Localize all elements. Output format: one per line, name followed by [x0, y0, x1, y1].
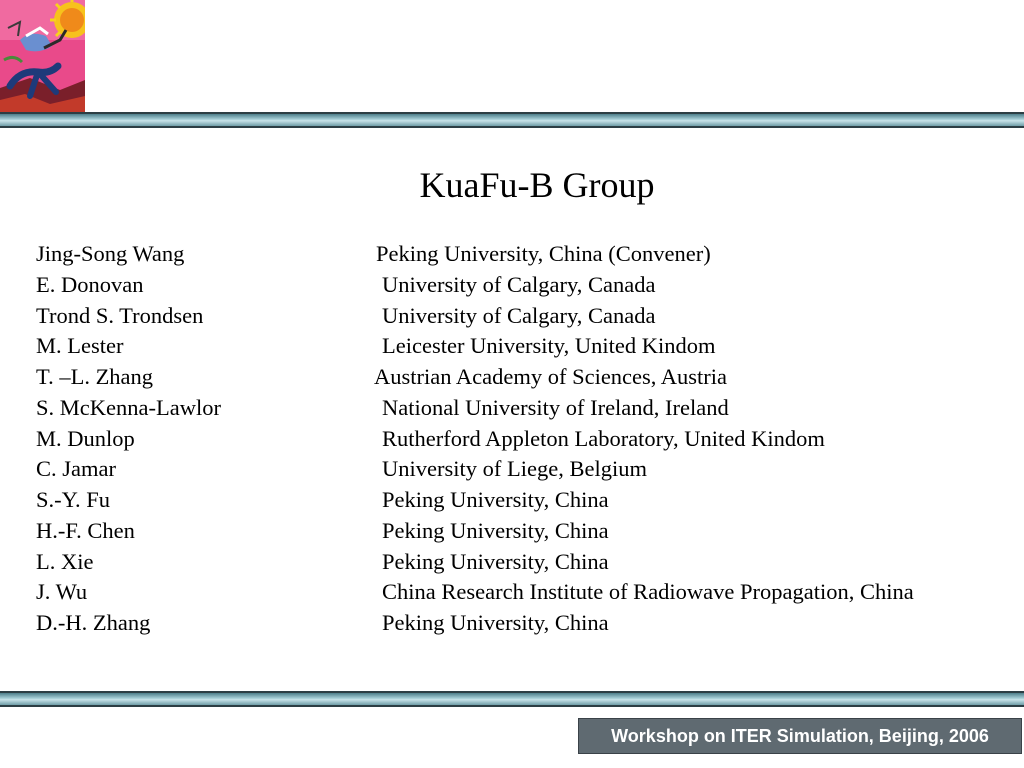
member-affiliation: Austrian Academy of Sciences, Austria [374, 364, 728, 389]
member-row [36, 424, 1006, 455]
member-row [36, 454, 1006, 485]
member-row [36, 331, 1006, 362]
member-affiliation: China Research Institute of Radiowave Propagation, China [382, 579, 914, 605]
member-name: H.-F. Chen [36, 517, 135, 543]
member-name: L. Xie [36, 548, 94, 574]
member-affiliation: Peking University, China [382, 548, 609, 574]
member-row [36, 270, 1006, 301]
member-affiliation: University of Calgary, Canada [382, 302, 656, 328]
member-name: S. McKenna-Lawlor [36, 394, 221, 420]
member-name: C. Jamar [36, 456, 116, 482]
member-row [36, 547, 1006, 578]
member-affiliation: Rutherford Appleton Laboratory, United Kindom [382, 425, 825, 451]
footer-banner: Workshop on ITER Simulation, Beijing, 2006 [578, 718, 1022, 754]
kuafu-logo-image [0, 0, 85, 114]
member-row [36, 516, 1006, 547]
member-affiliation: University of Calgary, Canada [382, 271, 656, 297]
bottom-divider-bar [0, 691, 1024, 707]
kuafu-running-figure-icon [0, 0, 85, 114]
member-row [36, 608, 1006, 639]
member-affiliation: Leicester University, United Kindom [382, 333, 716, 359]
member-row [36, 362, 1006, 393]
member-name: J. Wu [36, 579, 88, 605]
member-affiliation: National University of Ireland, Ireland [382, 394, 729, 420]
member-name: S.-Y. Fu [36, 487, 110, 512]
member-row [36, 485, 1006, 516]
member-row [36, 239, 1006, 270]
member-name: M. Lester [36, 333, 124, 359]
member-affiliation: Peking University, China [382, 517, 609, 543]
member-name: Trond S. Trondsen [36, 302, 204, 328]
slide-title: KuaFu-B Group [419, 165, 655, 205]
member-name: M. Dunlop [36, 425, 135, 451]
member-list [36, 239, 1006, 639]
member-affiliation: Peking University, China (Convener) [376, 241, 711, 266]
member-name: T. –L. Zhang [36, 364, 154, 389]
top-divider-bar [0, 112, 1024, 128]
member-row [36, 577, 1006, 608]
member-affiliation: Peking University, China [382, 487, 609, 512]
member-affiliation: University of Liege, Belgium [382, 456, 647, 482]
member-name: Jing-Song Wang [36, 241, 185, 266]
member-row [36, 301, 1006, 332]
member-affiliation: Peking University, China [382, 610, 609, 635]
member-name: E. Donovan [36, 271, 144, 297]
member-name: D.-H. Zhang [36, 610, 151, 635]
member-row [36, 393, 1006, 424]
